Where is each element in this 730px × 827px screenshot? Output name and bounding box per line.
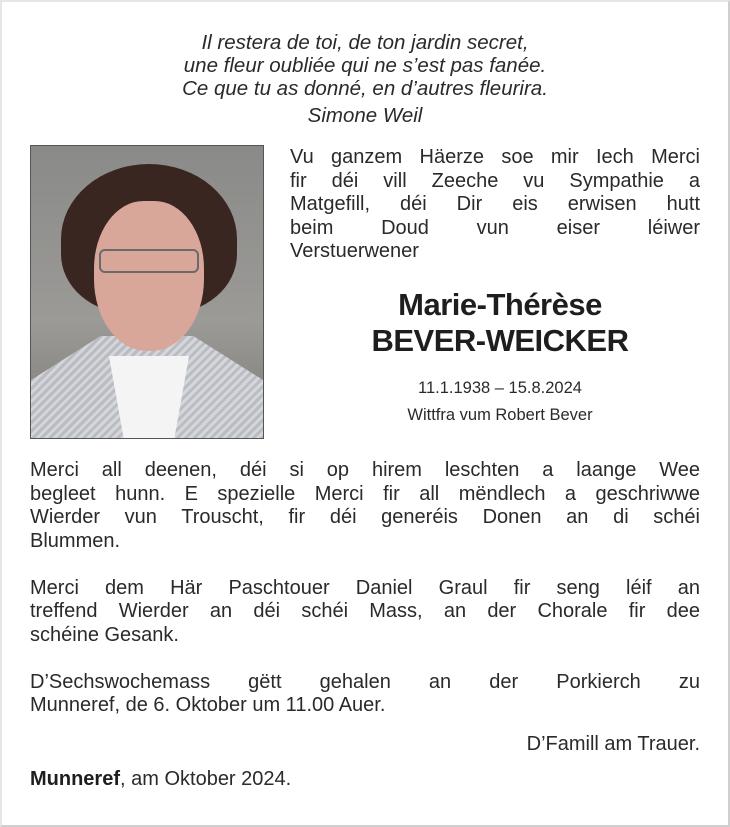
quote — [0, 31, 730, 127]
photo-glasses — [99, 249, 199, 273]
paragraph — [30, 459, 700, 553]
quote-line: une fleur oubliée qui ne s’est pas fanée. — [183, 54, 547, 77]
thanks-line: Verstuerwener — [290, 240, 419, 262]
portrait-photo — [30, 145, 264, 439]
quote-author: Simone Weil — [307, 104, 423, 127]
thanks-line: Vu ganzem Häerze soe mir Iech Merci — [290, 146, 700, 168]
last-name: BEVER-WEICKER — [371, 323, 629, 358]
body-line: schéine Gesank. — [30, 623, 179, 646]
footer-place: Munneref — [30, 768, 120, 790]
paragraph — [30, 577, 700, 648]
thanks-intro — [290, 146, 700, 264]
body-line: Merci all deenen, déi si op hirem leschten a laange Wee — [30, 459, 700, 481]
body-line: treffend Wierder an déi schéi Mass, an der Chorale fir dee — [30, 600, 700, 622]
footer — [30, 768, 291, 791]
first-name: Marie-Thérèse — [398, 287, 602, 322]
life-dates: 11.1.1938 – 15.8.2024 — [418, 379, 582, 397]
deceased-details — [290, 375, 710, 429]
quote-line: Ce que tu as donné, en d’autres fleurira. — [182, 77, 548, 100]
paragraph — [30, 671, 700, 718]
thanks-line: fir déi vill Zeeche vu Sympathie a — [290, 169, 700, 192]
body-text — [30, 459, 700, 741]
quote-line: Il restera de toi, de ton jardin secret, — [201, 31, 529, 54]
body-line: Munneref, de 6. Oktober um 11.00 Auer. — [30, 694, 386, 716]
body-line: Blummen. — [30, 529, 121, 552]
body-line: begleet hunn. E spezielle Merci fir all mëndlech a geschriwwe — [30, 482, 700, 505]
body-line: Wierder vun Trouscht, fir déi generéis Donen an di schéi — [30, 506, 700, 528]
photo-face — [94, 201, 204, 351]
body-line: Merci dem Här Paschtouer Daniel Graul fir seng léif an — [30, 576, 700, 599]
body-line: D’Sechswochemass gëtt gehalen an der Porkierch zu — [30, 670, 700, 693]
deceased-name — [290, 287, 710, 359]
thanks-line: beim Doud vun eiser léiwer — [290, 216, 700, 239]
footer-date: , am Oktober 2024. — [120, 768, 292, 790]
relation: Wittfra vum Robert Bever — [407, 406, 593, 424]
thanks-line: Matgefill, déi Dir eis erwisen hutt — [290, 193, 700, 215]
signature: D’Famill am Trauer. — [526, 733, 700, 755]
